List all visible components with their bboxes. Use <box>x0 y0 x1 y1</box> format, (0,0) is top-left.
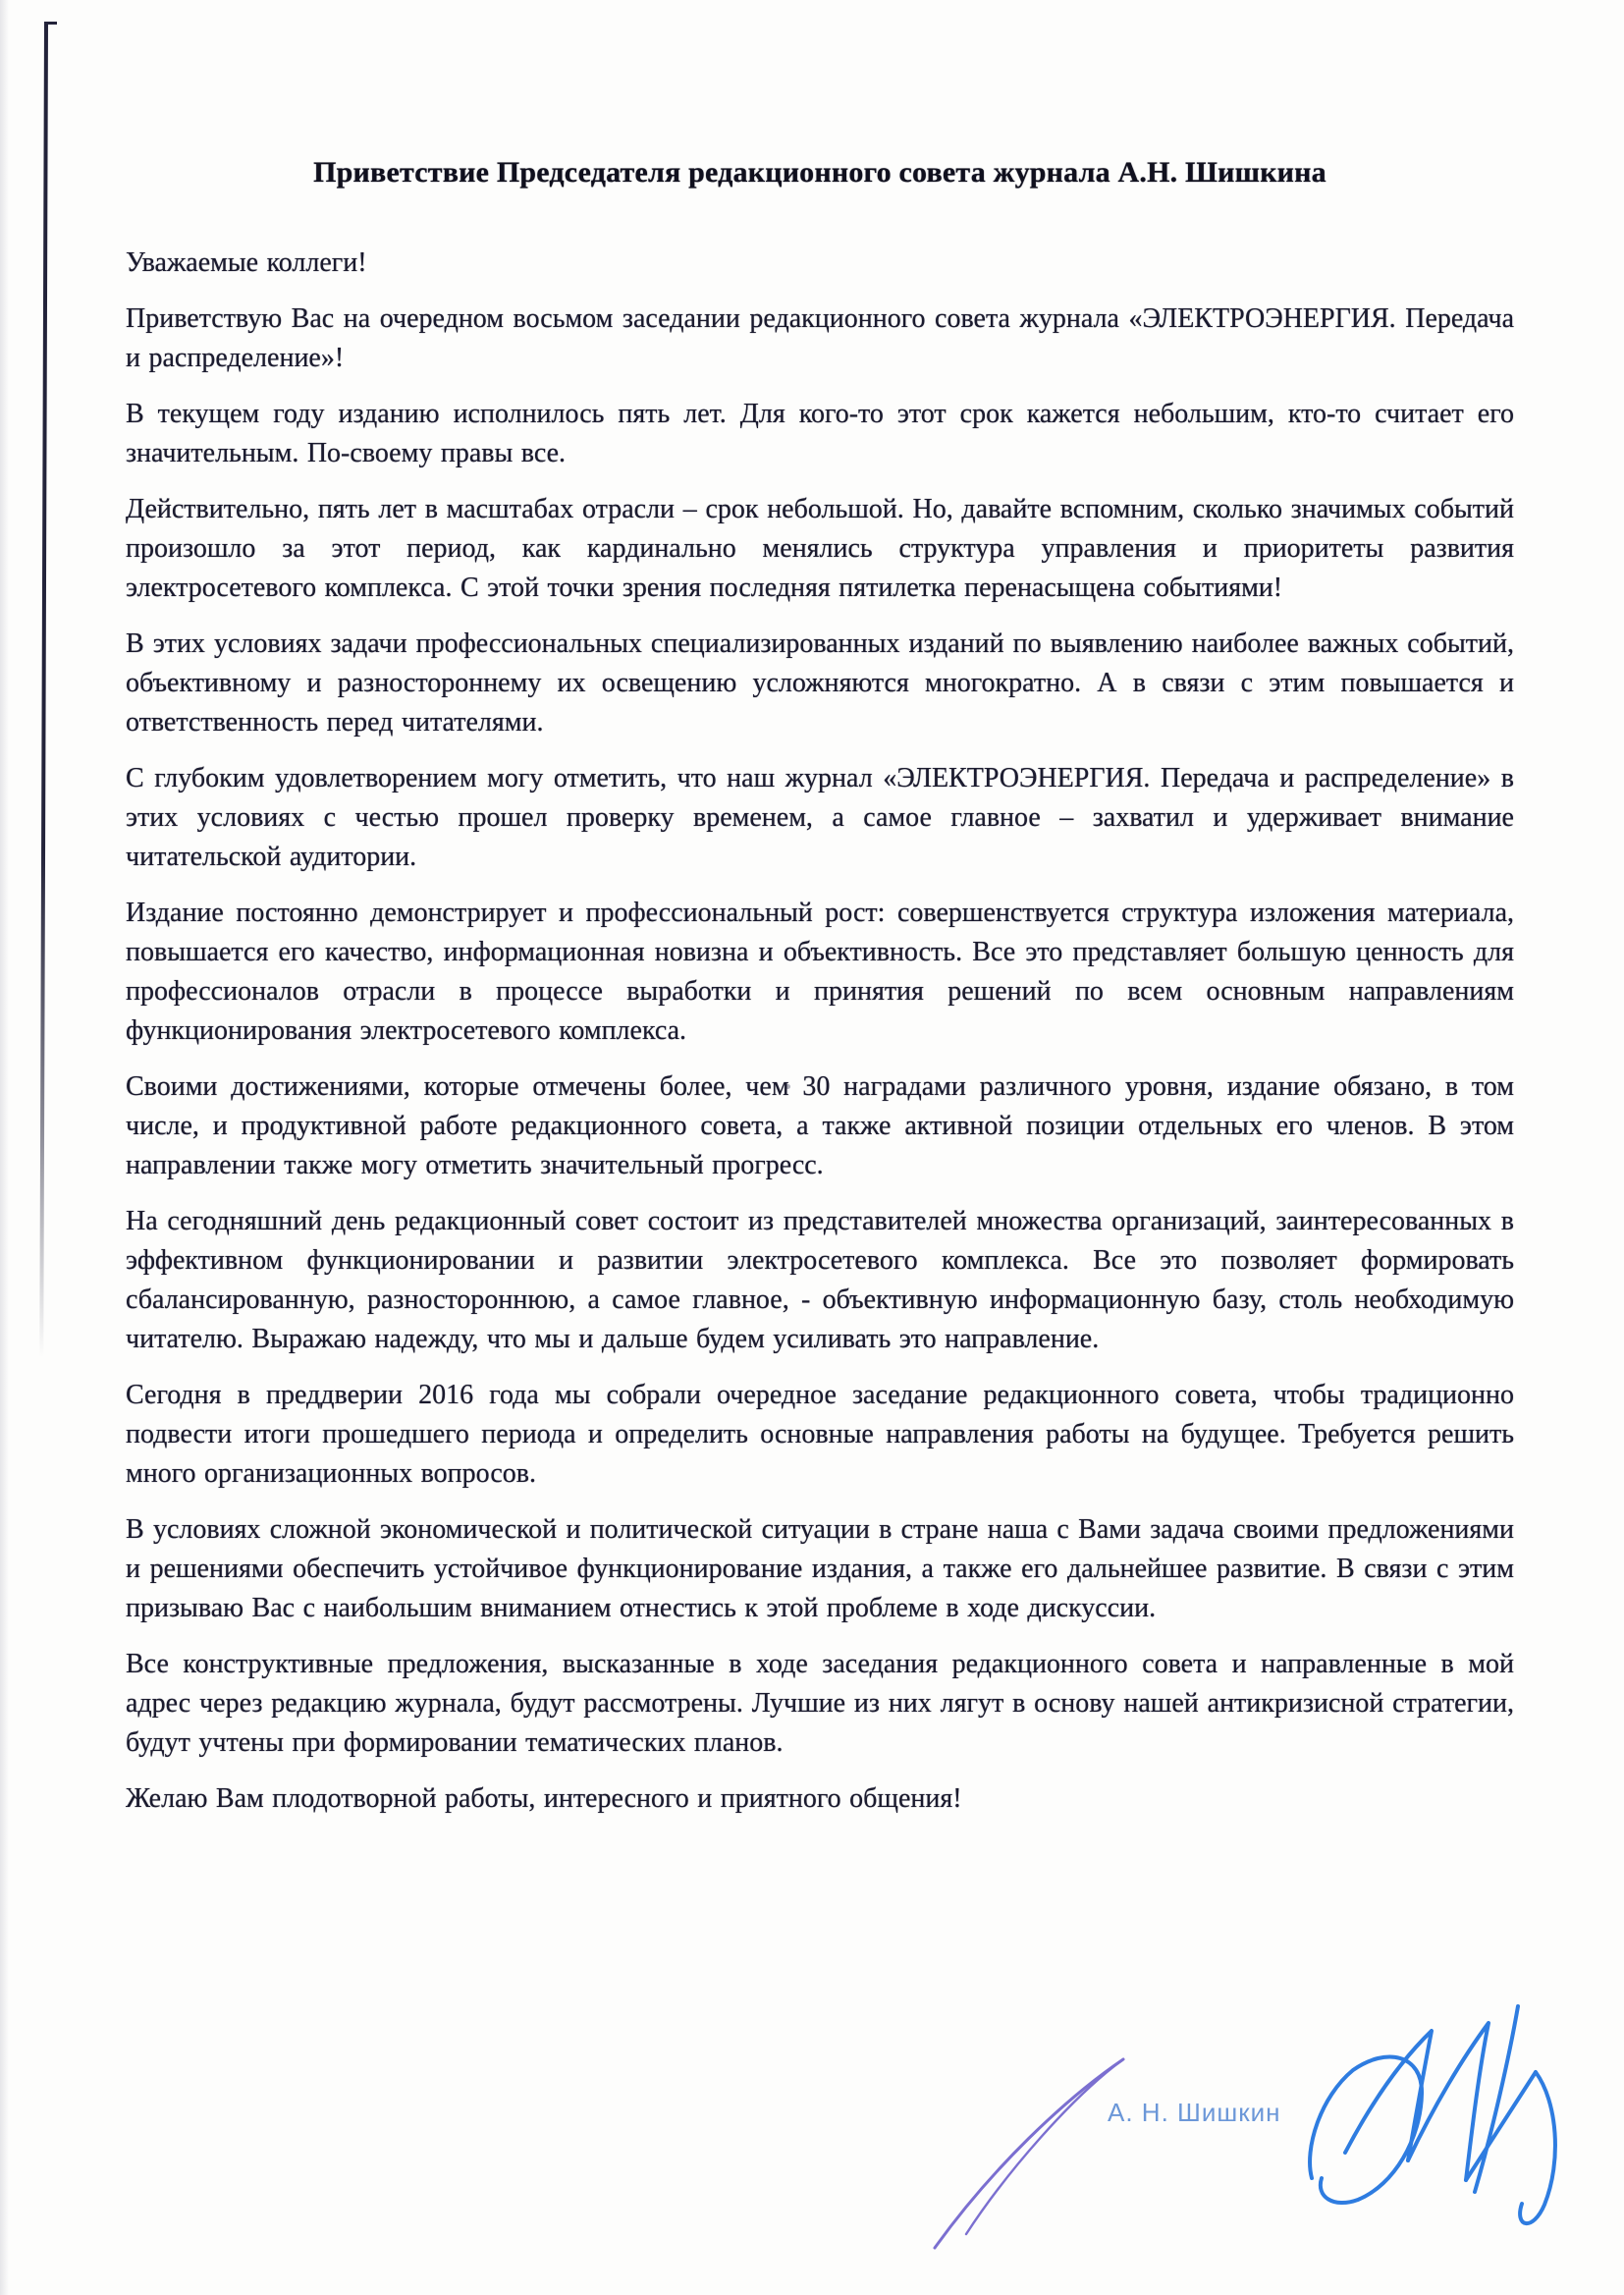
scanner-edge-shadow <box>0 0 9 2295</box>
closing-line: Желаю Вам плодотворной работы, интересного и приятного общения! <box>126 1783 962 1814</box>
paragraph: Приветствую Вас на очередном восьмом заседании редакционного совета журнала «ЭЛЕКТРОЭНЕРГИЯ. Передача и распределение»! <box>126 303 1514 373</box>
scan-artifact-tick <box>44 22 57 25</box>
paragraph: В текущем году изданию исполнилось пять лет. Для кого-то этот срок кажется небольшим, кто-то считает его значительным. По-своему правы все. <box>126 399 1514 468</box>
paragraph: Сегодня в преддверии 2016 года мы собрали очередное заседание редакционного совета, чтобы традиционно подвести итоги прошедшего периода и определить основные направления работы на будущее. Требуется решить много организационных вопросов. <box>126 1380 1514 1489</box>
paragraph: На сегодняшний день редакционный совет состоит из представителей множества организаций, заинтересованных в эффективном функционировании и развитии электросетевого комплекса. Все это позволяет формировать сбалансированную, разностороннюю, а самое главное, - объективную информационную базу, столь необходимую читателю. Выражаю надежду, что мы и дальше будем усиливать это направление. <box>126 1206 1514 1354</box>
paragraph: Все конструктивные предложения, высказанные в ходе заседания редакционного совета и направленные в мой адрес через редакцию журнала, будут рассмотрены. Лучшие из них лягут в основу нашей антикризисной стратегии, будут учтены при формировании тематических планов. <box>126 1649 1514 1758</box>
letter-body <box>126 153 1514 1819</box>
paragraph: Издание постоянно демонстрирует и профессиональный рост: совершенствуется структура изложения материала, повышается его качество, информационная новизна и объективность. Все это представляет большую ценность для профессионалов отрасли в процессе выработки и принятия решений по всем основным направлениям функционирования электросетевого комплекса. <box>126 898 1514 1046</box>
letter-title: Приветствие Председателя редакционного совета журнала А.Н. Шишкина <box>313 156 1326 189</box>
signature-graphics <box>884 2003 1624 2295</box>
autograph-icon <box>1310 2006 1555 2223</box>
paragraph: В этих условиях задачи профессиональных специализированных изданий по выявлению наиболее важных событий, объективному и разностороннему их освещению усложняются многократно. А в связи с этим повышается и ответственность перед читателями. <box>126 628 1514 738</box>
scan-artifact-line <box>39 22 48 1357</box>
signature-name: А. Н. Шишкин <box>1108 2098 1281 2127</box>
paragraph: С глубоким удовлетворением могу отметить, что наш журнал «ЭЛЕКТРОЭНЕРГИЯ. Передача и распределение» в этих условиях с честью прошел проверку временем, а самое главное – захватил и удерживает внимание читательской аудитории. <box>126 763 1514 872</box>
pen-flourish <box>935 2059 1123 2248</box>
paragraph: В условиях сложной экономической и политической ситуации в стране наша с Вами задача своими предложениями и решениями обеспечить устойчивое функционирование издания, а также его дальнейшее развитие. В связи с этим призываю Вас с наибольшим вниманием отнестись к этой проблеме в ходе дискуссии. <box>126 1514 1514 1623</box>
paragraph: Действительно, пять лет в масштабах отрасли – срок небольшой. Но, давайте вспомним, сколько значимых событий произошло за этот период, как кардинально менялись структура управления и приоритеты развития электросетевого комплекса. С этой точки зрения последняя пятилетка перенасыщена событиями! <box>126 494 1514 603</box>
paragraph: Своими достижениями, которые отмечены более, чем 30 наградами различного уровня, издание обязано, в том числе, и продуктивной работе редакционного совета, а также активной позиции отдельных его членов. В этом направлении также могу отметить значительный прогресс. <box>126 1071 1514 1180</box>
salutation: Уважаемые коллеги! <box>126 247 367 278</box>
